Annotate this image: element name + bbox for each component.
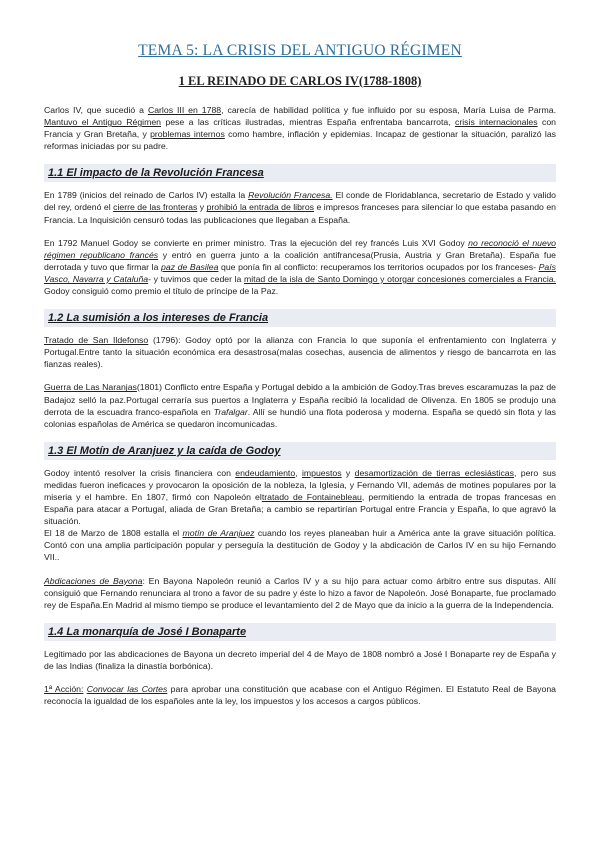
document-title: TEMA 5: LA CRISIS DEL ANTIGUO RÉGIMEN [138,42,462,59]
section-heading-1-2: 1.2 La sumisión a los intereses de Francia [44,309,556,327]
section-1-4-paragraph-2: 1ª Acción: Convocar las Cortes para aprobar una constitución que acabase con el Antiguo Régimen. El Estatuto Real de Bayona reconocía la igualdad de los españoles ante la ley, los impuestos y los accesos a cargos públicos. [44,684,556,707]
section-1-2-paragraph-1: Tratado de San Ildefonso (1796): Godoy optó por la alianza con Francia lo que suponía el enfrentamiento con Inglaterra y Portugal.Entre tanto la situación económica era desastrosa(malas cosechas, ausencia de alimentos y riesgo de bancarrota en las fianzas reales). [44,335,556,370]
section-1-3-paragraph-1: Godoy intentó resolver la crisis financiera con endeudamiento, impuestos y desamortización de tierras eclesiásticas, pero sus medidas fueron ineficaces y provocaron la oposición de la nobleza, la Iglesia, y Fernando VII, además de motines populares por la miseria y el hambre. En 1807, firmó con Napoleón eltratado de Fontainebleau, permitiendo la entrada de tropas francesas en España para atacar a Portugal, aliada de Gran Bretaña; a cambio se repartirían Portugal entre Francia y España, lo que agravó la situación. [44,467,557,527]
section-1-1-paragraph-1: En 1789 (inicios del reinado de Carlos IV) estalla la Revolución Francesa. El conde de Floridablanca, secretario de Estado y valido del rey, ordenó el cierre de las fronteras y prohibió la entrada de libros e impresos franceses para silenciar lo que estaba pasando en Francia. La Inquisición censuró todas las publicaciones que llegaban a España. [44,190,557,225]
section-1-3-paragraph-3: Abdicaciones de Bayona: En Bayona Napoleón reunió a Carlos IV y a su hijo para actuar como árbitro entre sus disputas. Allí consiguió que Fernando renunciara al trono a favor de su padre y éste lo hizo a favor de Napoleón. José Bonaparte, fue proclamado rey de España.En Madrid al mismo tiempo se produce el levantamiento del 2 de Mayo que da inicio a la guerra de la Independencia. [44,575,556,610]
section-1-3-paragraph-2: El 18 de Marzo de 1808 estalla el motín de Aranjuez cuando los reyes planeaban huir a América ante la grave situación política. Contó con una amplia participación popular y perseguía la destitución de Godoy y la abdicación de Carlos IV en su hijo Fernando VII.. [44,528,556,563]
intro-paragraph: Carlos IV, que sucedió a Carlos III en 1788, carecía de habilidad política y fue influido por su esposa, María Luisa de Parma. Mantuvo el Antiguo Régimen pese a las críticas ilustradas, mientras España enfrentaba bancarrota, crisis internacionales con Francia y Gran Bretaña, y problemas internos como hambre, inflación y epidemias. Incapaz de gestionar la situación, paralizó las reformas iniciadas por su padre. [44,105,557,152]
section-1-2-paragraph-2: Guerra de Las Naranjas(1801) Conflicto entre España y Portugal debido a la ambición de Godoy.Tras breves escaramuzas la paz de Badajoz selló la paz.Portugal cerraría sus puertos a Inglaterra y España recibió la localidad de Olivenza. En 1805 se produjo una derrota de la escuadra franco-española en Trafalgar. Allí se hundió una flota poderosa y moderna. España se quedó sin flota y las colonias españolas de América se quedaron incomunicadas. [44,382,556,429]
section-1-1-paragraph-2: En 1792 Manuel Godoy se convierte en primer ministro. Tras la ejecución del rey francés Luis XVI Godoy no reconoció el nuevo régimen republicano francés y entró en guerra junto a la coalición antifrancesa(Prusia, Austria y Gran Bretaña). España fue derrotada y tuvo que firmar la paz de Basilea que ponía fin al conflicto: recuperamos los territorios ocupados por los franceses- País Vasco, Navarra y Cataluña- y tuvimos que ceder la mitad de la isla de Santo Domingo y otorgar concesiones comerciales a Francia. Godoy consiguió como premio el título de príncipe de la Paz. [44,237,556,297]
section-heading-1-1: 1.1 El impacto de la Revolución Francesa [44,164,556,182]
section-heading-1-4: 1.4 La monarquía de José I Bonaparte [44,623,556,641]
document-subtitle: 1 EL REINADO DE CARLOS IV(1788-1808) [178,74,422,88]
section-1-4-paragraph-1: Legitimado por las abdicaciones de Bayona un decreto imperial del 4 de Mayo de 1808 nombró a José I Bonaparte rey de España y de las Indias (finaliza la dinastía borbónica). [44,648,556,671]
section-heading-1-3: 1.3 El Motín de Aranjuez y la caída de Godoy [44,442,556,460]
